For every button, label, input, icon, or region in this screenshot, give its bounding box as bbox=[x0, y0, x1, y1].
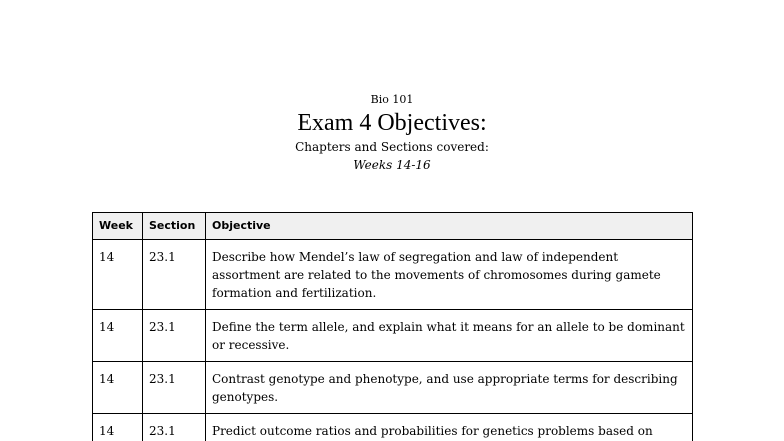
weeks-covered: Weeks 14-16 bbox=[353, 158, 431, 172]
section-cell: 23.1 bbox=[143, 310, 206, 362]
objectives-table bbox=[92, 212, 693, 441]
table-row bbox=[93, 240, 693, 310]
page-subtitle: Chapters and Sections covered: bbox=[295, 140, 489, 154]
column-header-objective: Objective bbox=[206, 213, 693, 240]
week-cell: 14 bbox=[93, 240, 143, 310]
course-name: Bio 101 bbox=[370, 93, 414, 106]
page-title: Exam 4 Objectives: bbox=[297, 110, 487, 136]
objective-cell: Describe how Mendel’s law of segregation and law of independent assortment are related to the movements of chromosomes during gamete formation and fertilization. bbox=[206, 240, 693, 310]
column-header-week: Week bbox=[93, 213, 143, 240]
table-row bbox=[93, 362, 693, 414]
table-row bbox=[93, 310, 693, 362]
table-header-row bbox=[93, 213, 693, 240]
objective-cell: Define the term allele, and explain what it means for an allele to be dominant or recessive. bbox=[206, 310, 693, 362]
week-cell: 14 bbox=[93, 362, 143, 414]
week-cell: 14 bbox=[93, 310, 143, 362]
table-row bbox=[93, 414, 693, 441]
column-header-section: Section bbox=[143, 213, 206, 240]
section-cell: 23.1 bbox=[143, 362, 206, 414]
objective-cell: Contrast genotype and phenotype, and use appropriate terms for describing genotypes. bbox=[206, 362, 693, 414]
section-cell: 23.1 bbox=[143, 414, 206, 441]
objective-cell: Predict outcome ratios and probabilities for genetics problems based on bbox=[206, 414, 693, 441]
section-cell: 23.1 bbox=[143, 240, 206, 310]
week-cell: 14 bbox=[93, 414, 143, 441]
